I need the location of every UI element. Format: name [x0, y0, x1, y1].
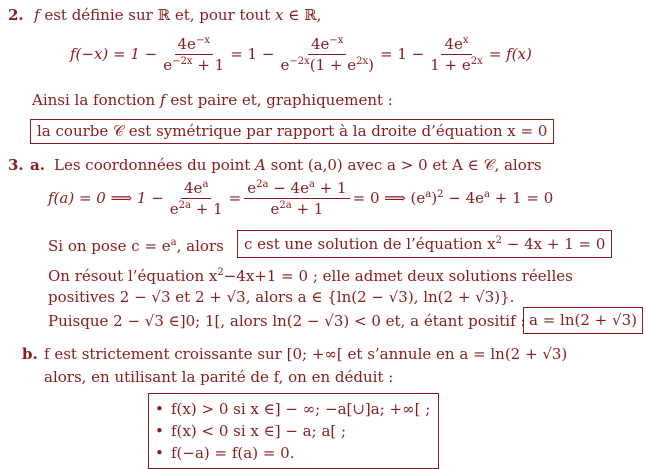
q2-intro-reals-1: ℝ: [157, 6, 171, 24]
q2-intro-f: f: [34, 6, 40, 24]
question-2-number: 2.: [8, 6, 24, 24]
q3a-result-box: a = ln(2 + √3): [523, 307, 643, 334]
q2-parity-equation: [70, 32, 532, 76]
q3b-line-1: f est strictement croissante sur [0; +∞[ et s’annule en a = ln(2 + √3): [44, 345, 568, 363]
question-3-number: 3.: [8, 156, 24, 174]
q3a-resolve-line-2: positives 2 − √3 et 2 + √3, alors a ∈ {ln(2 − √3), ln(2 + √3)}.: [48, 288, 515, 306]
q2-eq-lhs: f(−x) = 1 −: [70, 44, 158, 63]
q3a-pose-box: c est une solution de l’équation $x^2 - 4x + 1 = 0$: [237, 230, 612, 258]
q2-intro-reals-2: ℝ: [304, 6, 317, 24]
q2-intro-x: x: [275, 6, 284, 24]
question-3b-letter: b.: [22, 345, 38, 363]
q3a-resolve-line-1: On résout l’équation $x^2-4x+1 = 0$ ; elle admet deux solutions réelles: [48, 267, 573, 285]
q3a-fraction-2: $\frac{e^{2a} - 4e^a + 1}{e^{2a} + 1}$: [244, 180, 349, 217]
q2-intro-text-a: est définie sur: [39, 6, 158, 24]
q2-fraction-3: $\frac{4e^x}{1 + e^{2x}}$: [430, 34, 483, 74]
q2-intro-line: [34, 8, 321, 23]
q3a-fraction-1: $\frac{4e^a}{e^{2a} + 1}$: [169, 178, 223, 218]
q3b-bullet-2: • f(x) < 0 si x ∈] − a; a[ ;: [155, 422, 347, 440]
q2-conclusion: Ainsi la fonction f est paire et, graphiquement :: [32, 91, 393, 109]
q3a-equation: [48, 176, 553, 220]
q2-fraction-2: $\frac{4e^{-x}}{e^{-2x}(1 + e^{2x})}$: [280, 34, 374, 74]
q3b-bullet-1: • f(x) > 0 si x ∈] − ∞; −a[∪]a; +∞[ ;: [155, 400, 431, 418]
q3a-eq-equals: =: [228, 188, 242, 207]
q3a-line-1: Les coordonnées du point A sont (a,0) avec a > 0 et A ∈ 𝒞, alors: [54, 156, 542, 174]
q2-eq-rhs: = f(x): [488, 44, 532, 63]
q3a-eq-rhs: = 0 ⟹ $(e^a)^2 - 4e^a + 1 = 0$: [352, 189, 554, 207]
q2-intro-in: ∈: [283, 6, 305, 24]
q3a-resolve-line-3: Puisque 2 − √3 ∈]0; 1[, alors ln(2 − √3) < 0 et, a étant positif :: [48, 312, 526, 330]
question-3a-letter: a.: [30, 156, 45, 174]
q2-boxed-result: la courbe 𝒞 est symétrique par rapport à la droite d’équation x = 0: [30, 119, 554, 144]
q3a-eq-lhs: f(a) = 0 ⟹ 1 −: [48, 188, 164, 207]
q2-intro-text-b: et, pour tout: [170, 6, 276, 24]
q3b-bullet-3: • f(−a) = f(a) = 0.: [155, 444, 295, 462]
q2-intro-comma: ,: [316, 6, 322, 24]
q3b-sign-table-box: [148, 393, 439, 469]
q3a-pose-line: Si on pose $c = e^a$, alors: [48, 237, 224, 255]
q2-eq-mid-2: = 1 −: [379, 44, 425, 63]
q2-fraction-1: $\frac{4e^{-x}}{e^{-2x} + 1}$: [163, 34, 225, 74]
q2-eq-mid-1: = 1 −: [230, 44, 275, 63]
q3b-line-2: alors, en utilisant la parité de f, on en déduit :: [44, 368, 394, 386]
